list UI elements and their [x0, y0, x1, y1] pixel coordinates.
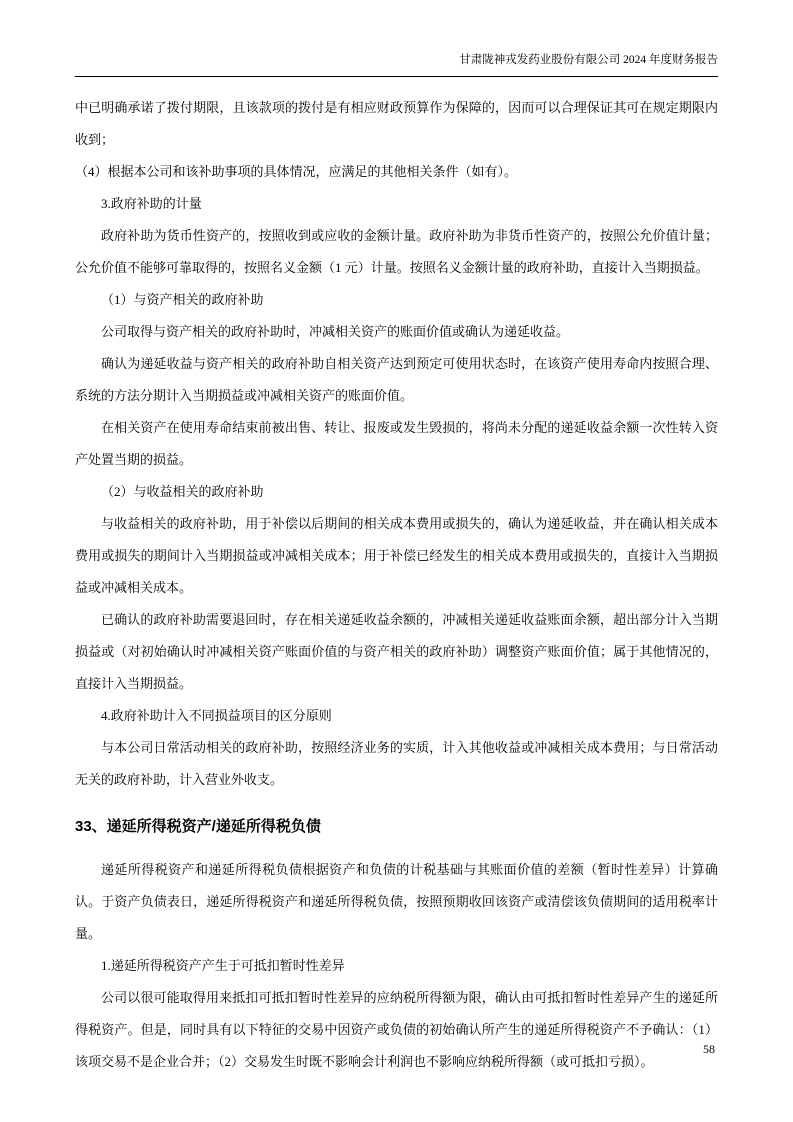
paragraph: 中已明确承诺了拨付期限，且该款项的拨付是有相应财政预算作为保障的，因而可以合理保证其可在规定期限内收到； [75, 100, 718, 147]
paragraph: （1）与资产相关的政府补助 [101, 292, 264, 307]
paragraph: 在相关资产在使用寿命结束前被出售、转让、报废或发生毁损的，将尚未分配的递延收益余额一次性转入资产处置当期的损益。 [75, 420, 718, 467]
paragraph: （4）根据本公司和该补助事项的具体情况，应满足的其他相关条件（如有）。 [75, 164, 518, 179]
paragraph: 已确认的政府补助需要退回时，存在相关递延收益余额的，冲减相关递延收益账面余额，超出部分计入当期损益或（对初始确认时冲减相关资产账面价值的与资产相关的政府补助）调整资产账面价值；属于其他情况的，直接计入当期损益。 [75, 612, 718, 691]
paragraph: 4.政府补助计入不同损益项目的区分原则 [101, 708, 332, 723]
header-title: 甘肃陇神戎发药业股份有限公司 2024 年度财务报告 [459, 54, 718, 66]
paragraph: 公司取得与资产相关的政府补助时，冲减相关资产的账面价值或确认为递延收益。 [101, 324, 570, 339]
paragraph: 递延所得税资产和递延所得税负债根据资产和负债的计税基础与其账面价值的差额（暂时性差异）计算确认。于资产负债表日，递延所得税资产和递延所得税负债，按照预期收回该资产或清偿该负债期间的适用税率计量。 [75, 862, 718, 941]
paragraph: 公司以很可能取得用来抵扣可抵扣暂时性差异的应纳税所得额为限，确认由可抵扣暂时性差异产生的递延所得税资产。但是，同时具有以下特征的交易中因资产或负债的初始确认所产生的递延所得税资产不予确认：（1）该项交易不是企业合并；（2）交易发生时既不影响会计利润也不影响应纳税所得额（或可抵扣亏损）。 [75, 990, 718, 1069]
paragraph: 政府补助为货币性资产的，按照收到或应收的金额计量。政府补助为非货币性资产的，按照公允价值计量；公允价值不能够可靠取得的，按照名义金额（1 元）计量。按照名义金额计量的政府补助，直接计入当期损益。 [75, 228, 718, 275]
paragraph: （2）与收益相关的政府补助 [101, 484, 264, 499]
section-heading: 33、递延所得税资产/递延所得税负债 [75, 818, 321, 835]
document-content [75, 92, 718, 1078]
paragraph: 3.政府补助的计量 [101, 196, 202, 211]
page-number: 58 [703, 1042, 715, 1056]
paragraph: 与本公司日常活动相关的政府补助，按照经济业务的实质，计入其他收益或冲减相关成本费用；与日常活动无关的政府补助，计入营业外收支。 [75, 740, 718, 787]
page-header [75, 52, 718, 77]
paragraph: 1.递延所得税资产产生于可抵扣暂时性差异 [101, 958, 345, 973]
paragraph: 与收益相关的政府补助，用于补偿以后期间的相关成本费用或损失的，确认为递延收益，并在确认相关成本费用或损失的期间计入当期损益或冲减相关成本；用于补偿已经发生的相关成本费用或损失的，直接计入当期损益或冲减相关成本。 [75, 516, 718, 595]
paragraph: 确认为递延收益与资产相关的政府补助自相关资产达到预定可使用状态时，在该资产使用寿命内按照合理、系统的方法分期计入当期损益或冲减相关资产的账面价值。 [75, 356, 718, 403]
